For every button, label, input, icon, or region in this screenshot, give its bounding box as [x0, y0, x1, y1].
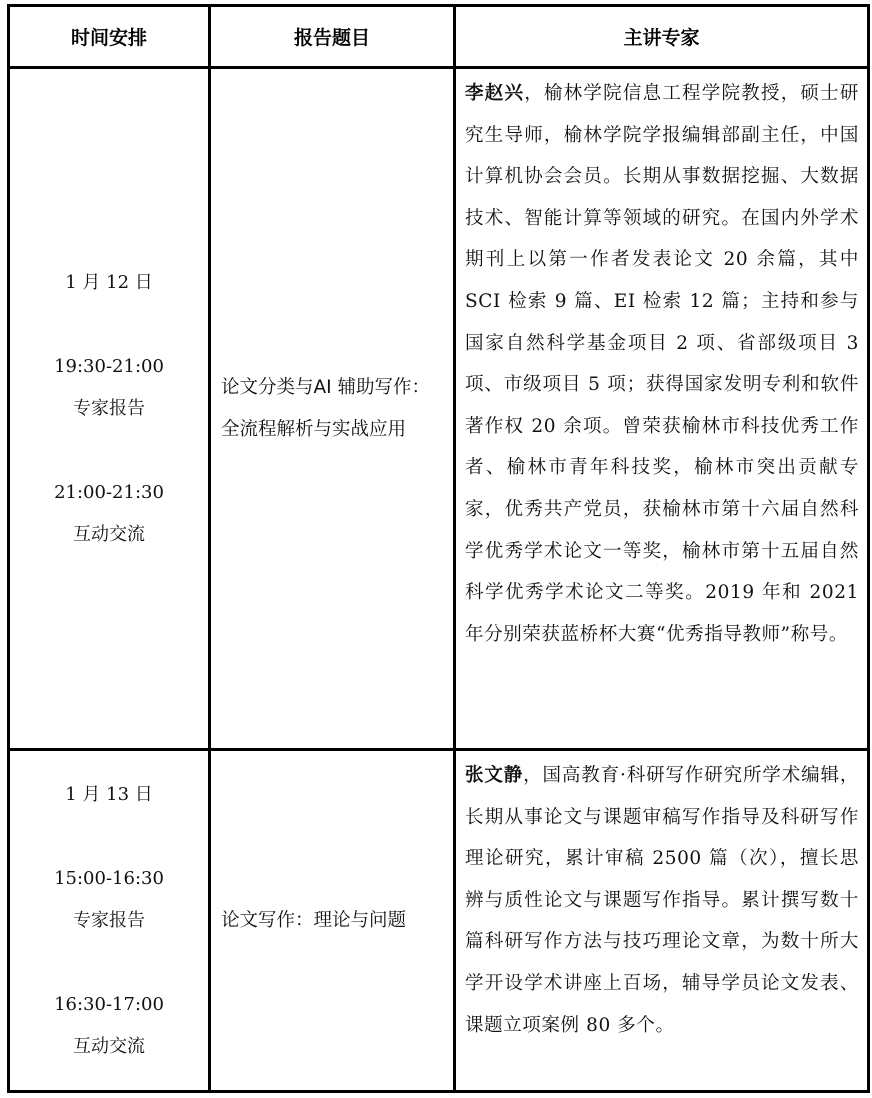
expert-cell — [455, 68, 869, 750]
qa-label: 互动交流 — [73, 523, 145, 545]
expert-cell — [455, 750, 869, 1092]
table-row — [9, 750, 869, 1092]
header-topic: 报告题目 — [210, 6, 455, 68]
table-header-row — [9, 6, 869, 68]
expert-name: 张文静 — [465, 765, 524, 786]
session-date: 1 月 12 日 — [65, 271, 153, 293]
expert-bio: ，国高教育·科研写作研究所学术编辑，长期从事论文与课题审稿写作指导及科研写作理论研究，累计审稿 2500 篇（次），擅长思辨与质性论文与课题写作指导。累计撰写数十篇科研写作方法与技巧理论文章，为数十所大学开设学术讲座上百场，辅导学员论文发表、课题立项案例 80 多个。 — [465, 765, 859, 1036]
qa-label: 互动交流 — [73, 1035, 145, 1057]
header-time: 时间安排 — [9, 6, 210, 68]
schedule-table — [7, 4, 870, 1093]
spacer — [10, 816, 208, 858]
report-label: 专家报告 — [73, 909, 145, 931]
header-expert: 主讲专家 — [455, 6, 869, 68]
report-label: 专家报告 — [73, 397, 145, 419]
time-cell — [9, 68, 210, 750]
topic-cell: 论文写作：理论与问题 — [210, 750, 455, 1092]
report-time: 15:00-16:30 — [54, 867, 164, 889]
topic-cell: 论文分类与AI 辅助写作：全流程解析与实战应用 — [210, 68, 455, 750]
qa-time: 16:30-17:00 — [54, 993, 164, 1015]
spacer — [10, 430, 208, 472]
expert-bio: ，榆林学院信息工程学院教授，硕士研究生导师，榆林学院学报编辑部副主任，中国计算机协会会员。长期从事数据挖掘、大数据技术、智能计算等领域的研究。在国内外学术期刊上以第一作者发表论文 20 余篇，其中 SCI 检索 9 篇、EI 检索 12 篇；主持和参与国家自然科学基金项目 2 项、省部级项目 3 项、市级项目 5 项；获得国家发明专利和软件著作权 20 余项。曾荣获榆林市科技优秀工作者、榆林市青年科技奖，榆林市突出贡献专家，优秀共产党员，获榆林市第十六届自然科学优秀学术论文一等奖，榆林市第十五届自然科学优秀学术论文二等奖。2019 年和 2021 年分别荣获蓝桥杯大赛“优秀指导教师”称号。 — [465, 83, 859, 645]
table-row — [9, 68, 869, 750]
time-cell — [9, 750, 210, 1092]
session-date: 1 月 13 日 — [65, 783, 153, 805]
spacer — [10, 942, 208, 984]
spacer — [10, 304, 208, 346]
report-time: 19:30-21:00 — [54, 355, 164, 377]
qa-time: 21:00-21:30 — [54, 481, 164, 503]
expert-name: 李赵兴 — [465, 83, 525, 104]
